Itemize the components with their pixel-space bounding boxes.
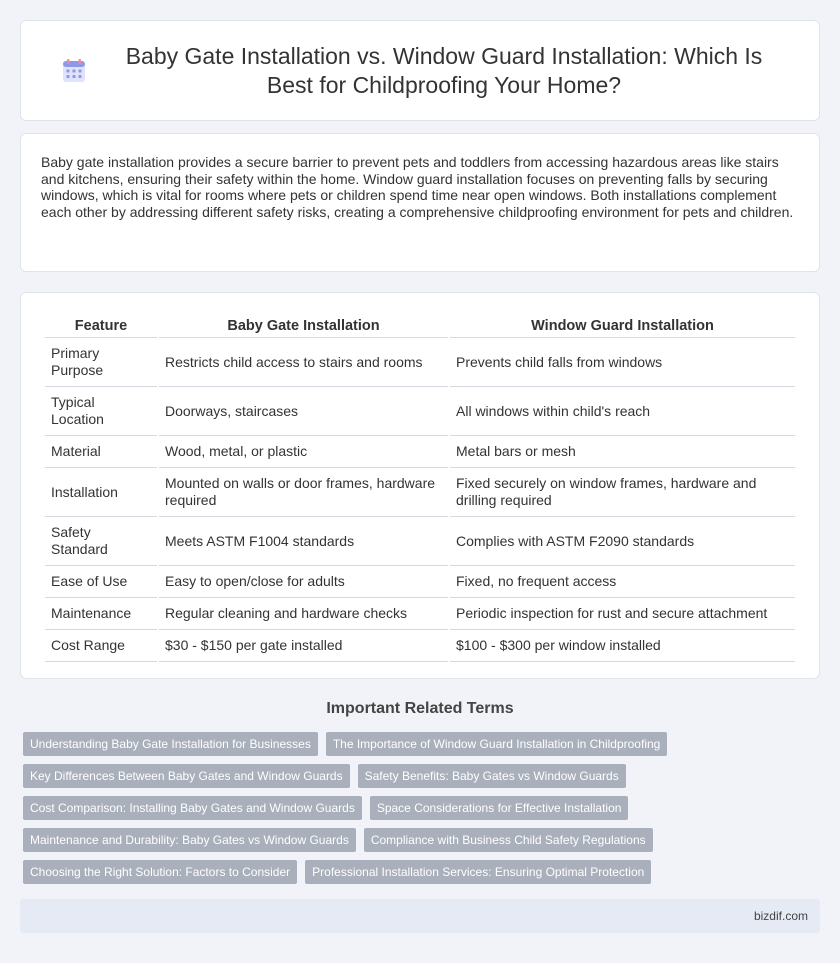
table-row xyxy=(45,468,795,517)
table-cell: Wood, metal, or plastic xyxy=(159,436,448,468)
table-cell: Meets ASTM F1004 standards xyxy=(159,517,448,566)
table-row xyxy=(45,387,795,436)
table-cell: $30 - $150 per gate installed xyxy=(159,630,448,662)
table-cell: Doorways, staircases xyxy=(159,387,448,436)
related-term-tag[interactable]: Safety Benefits: Baby Gates vs Window Guards xyxy=(358,764,626,788)
table-cell-feature: Installation xyxy=(45,468,157,517)
related-term-tag[interactable]: Space Considerations for Effective Installation xyxy=(370,796,629,820)
table-cell-feature: Ease of Use xyxy=(45,566,157,598)
table-cell: Prevents child falls from windows xyxy=(450,338,795,387)
table-cell: Fixed, no frequent access xyxy=(450,566,795,598)
table-row xyxy=(45,566,795,598)
related-terms-heading: Important Related Terms xyxy=(326,700,514,717)
table-cell: Complies with ASTM F2090 standards xyxy=(450,517,795,566)
page-title: Baby Gate Installation vs. Window Guard Installation: Which Is Best for Childproofing Your Home? xyxy=(125,42,763,98)
related-term-tag[interactable]: Key Differences Between Baby Gates and Window Guards xyxy=(23,764,350,788)
table-cell: Periodic inspection for rust and secure attachment xyxy=(450,598,795,630)
table-cell: All windows within child's reach xyxy=(450,387,795,436)
table-row xyxy=(45,517,795,566)
intro-paragraph: Baby gate installation provides a secure barrier to prevent pets and toddlers from accessing hazardous areas like stairs and kitchens, ensuring their safety within the home. Window guard installation focuses on preventing falls by securing windows, which is vital for rooms where pets or children spend time near open windows. Both installations complement each other by addressing different safety risks, creating a comprehensive childproofing environment for pets and children. xyxy=(41,154,794,220)
related-term-tag[interactable]: Maintenance and Durability: Baby Gates vs Window Guards xyxy=(23,828,356,852)
column-header: Window Guard Installation xyxy=(450,315,795,338)
table-cell-feature: Cost Range xyxy=(45,630,157,662)
related-term-tag[interactable]: The Importance of Window Guard Installation in Childproofing xyxy=(326,732,668,756)
related-term-tag[interactable]: Professional Installation Services: Ensuring Optimal Protection xyxy=(305,860,651,884)
intro-card xyxy=(20,133,820,272)
table-header-row xyxy=(45,315,795,338)
calendar-grid-icon xyxy=(61,58,87,84)
table-cell: Metal bars or mesh xyxy=(450,436,795,468)
table-cell: Restricts child access to stairs and rooms xyxy=(159,338,448,387)
related-term-tag[interactable]: Understanding Baby Gate Installation for Businesses xyxy=(23,732,318,756)
table-cell-feature: Typical Location xyxy=(45,387,157,436)
table-cell: Fixed securely on window frames, hardware and drilling required xyxy=(450,468,795,517)
table-row xyxy=(45,630,795,662)
table-cell: Mounted on walls or door frames, hardware required xyxy=(159,468,448,517)
table-cell-feature: Safety Standard xyxy=(45,517,157,566)
column-header: Feature xyxy=(45,315,157,338)
table-row xyxy=(45,436,795,468)
footer-site-name[interactable]: bizdif.com xyxy=(753,909,808,923)
comparison-table-card xyxy=(20,292,820,679)
table-cell-feature: Primary Purpose xyxy=(45,338,157,387)
related-term-tag[interactable]: Cost Comparison: Installing Baby Gates and Window Guards xyxy=(23,796,362,820)
table-cell-feature: Maintenance xyxy=(45,598,157,630)
header-card xyxy=(20,20,820,121)
column-header: Baby Gate Installation xyxy=(159,315,448,338)
comparison-table xyxy=(43,315,797,662)
table-cell: $100 - $300 per window installed xyxy=(450,630,795,662)
related-terms-list xyxy=(23,732,823,884)
table-cell: Regular cleaning and hardware checks xyxy=(159,598,448,630)
table-cell-feature: Material xyxy=(45,436,157,468)
related-term-tag[interactable]: Choosing the Right Solution: Factors to Consider xyxy=(23,860,297,884)
footer-bar xyxy=(20,899,820,933)
table-cell: Easy to open/close for adults xyxy=(159,566,448,598)
table-row xyxy=(45,338,795,387)
related-term-tag[interactable]: Compliance with Business Child Safety Regulations xyxy=(364,828,653,852)
table-row xyxy=(45,598,795,630)
